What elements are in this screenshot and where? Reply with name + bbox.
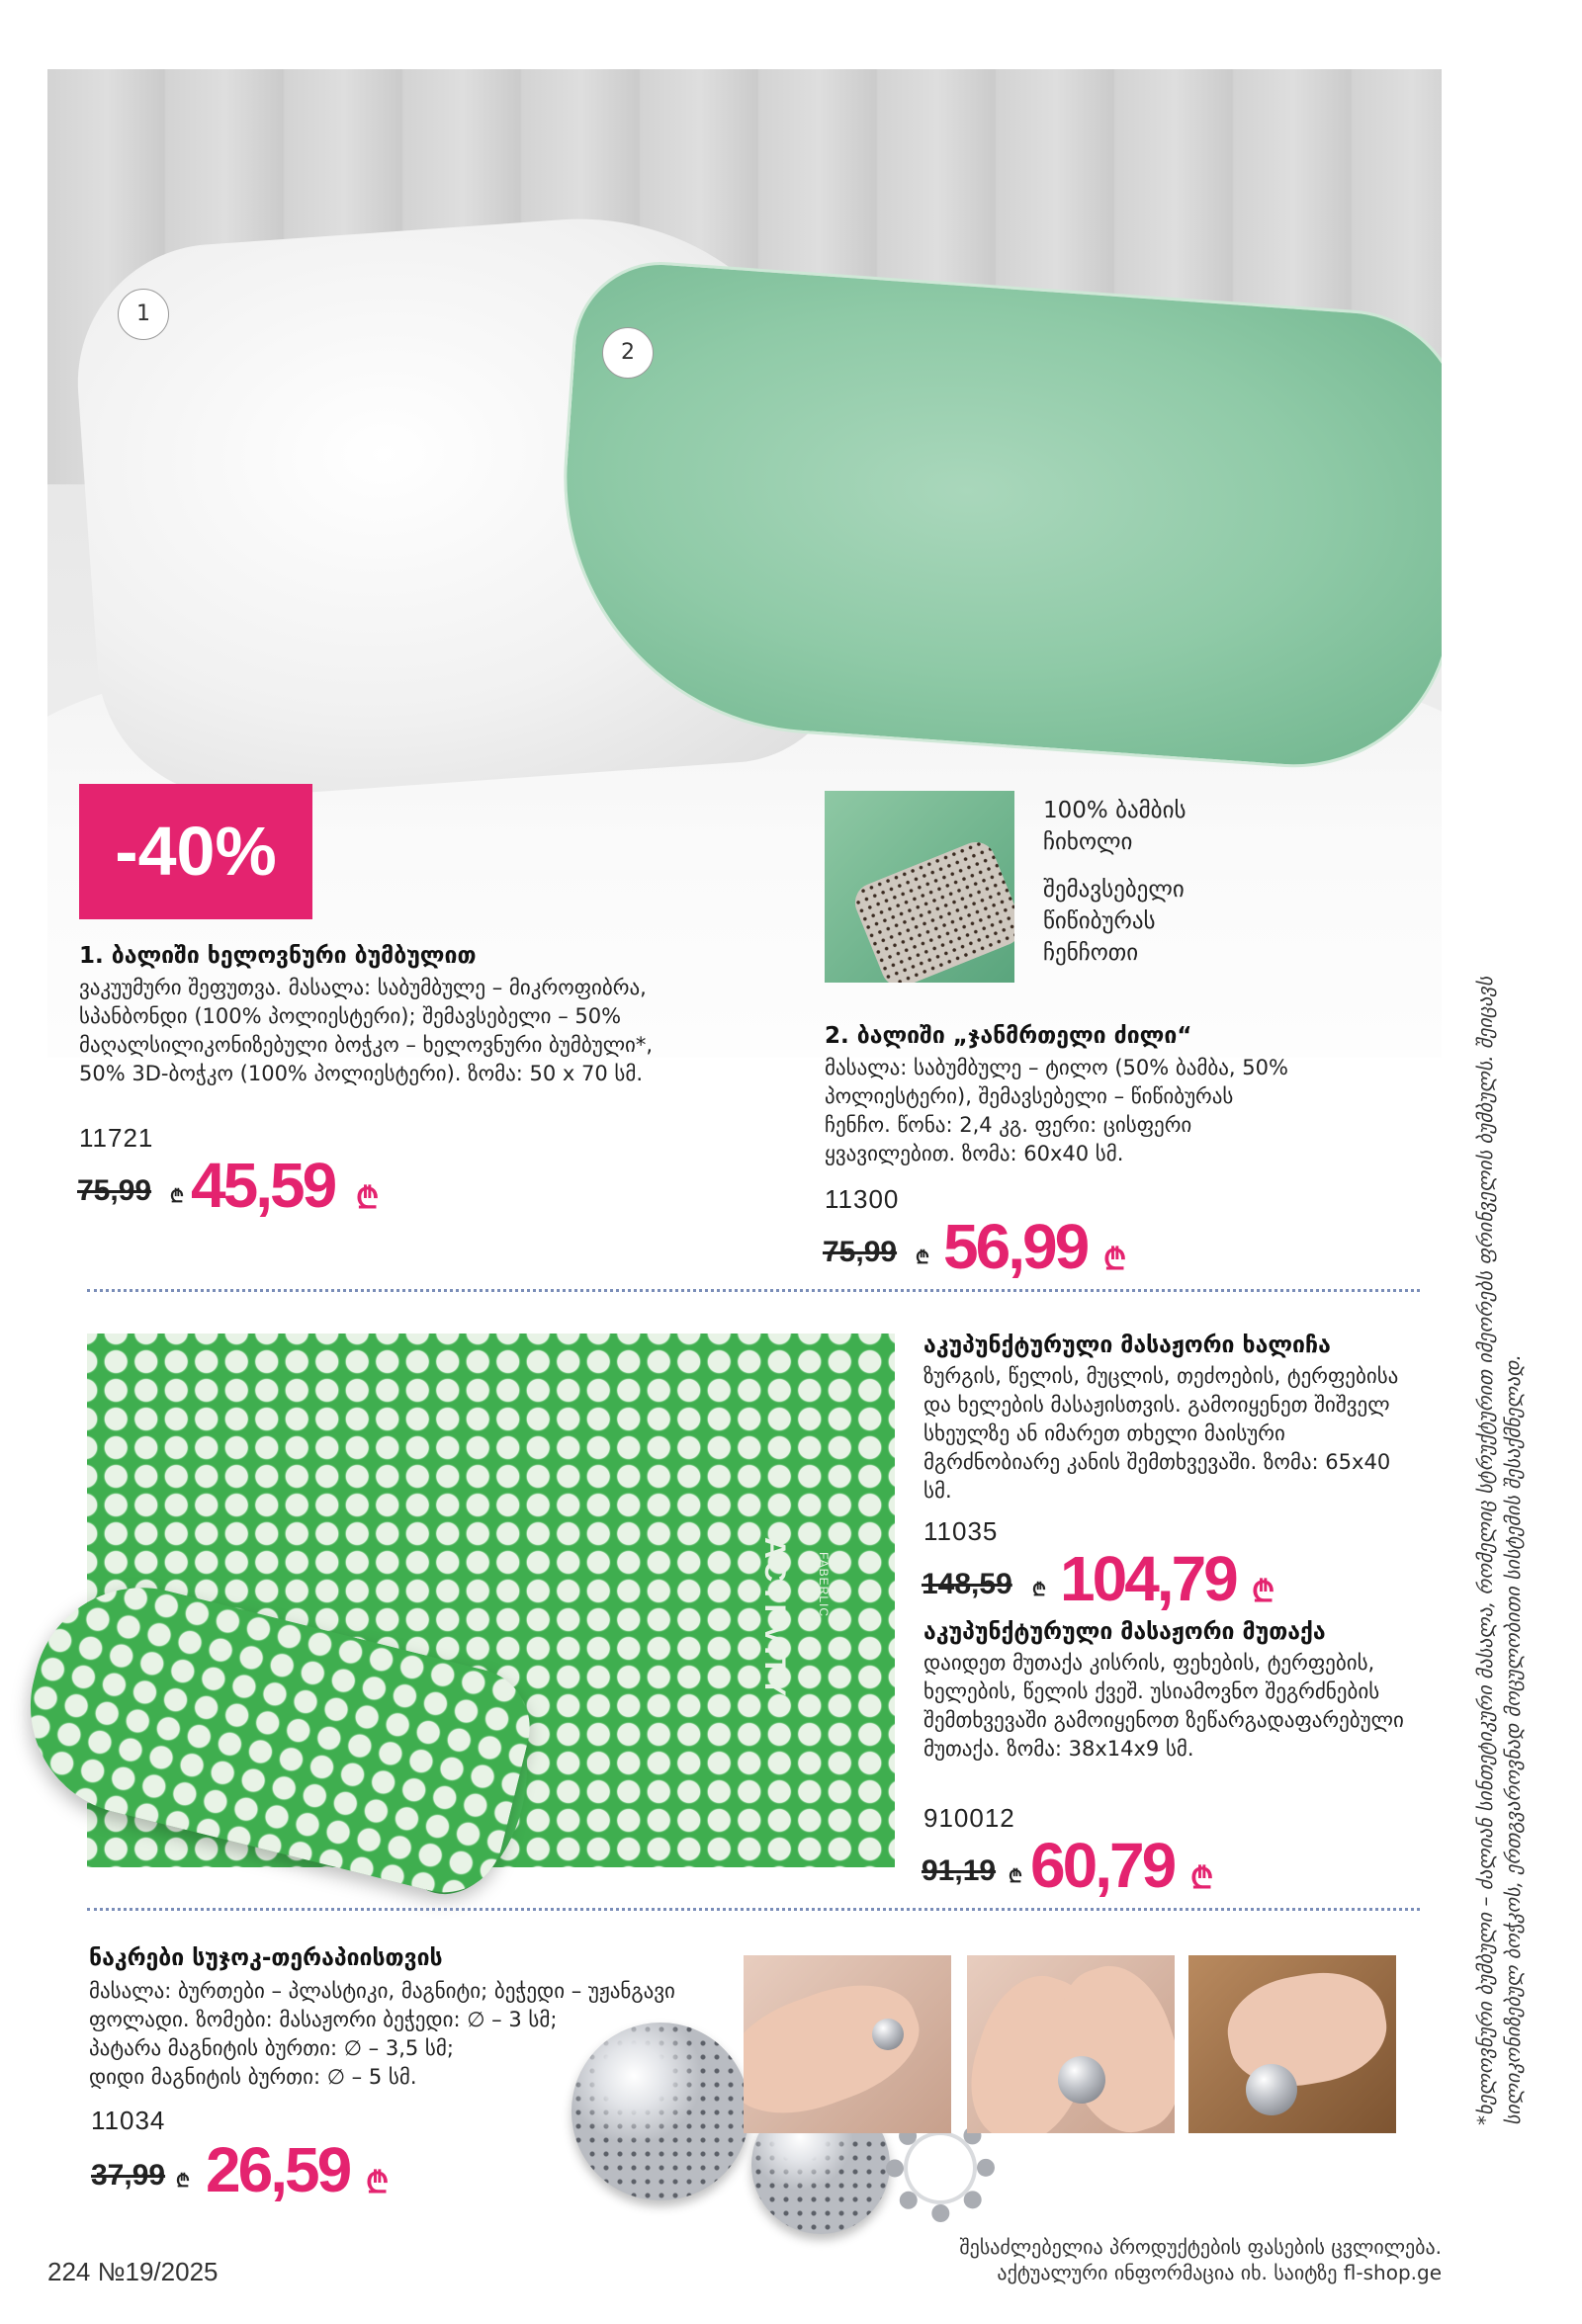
inset-note-cotton: 100% ბამბის ჩიხოლი: [1043, 798, 1186, 855]
product5-old-price: 37,99: [91, 2159, 166, 2192]
lari-icon: ₾: [1103, 1243, 1127, 1277]
lari-icon: ₾: [176, 2171, 190, 2192]
product3-old-price: 148,59: [922, 1568, 1012, 1600]
product2-title: 2. ბალიში „ჯანმრთელი ძილი“: [825, 1023, 1192, 1049]
lari-icon: ₾: [1190, 1861, 1214, 1896]
product5-desc-materials: მასალა: ბურთები – პლასტიკი, მაგნიტი; ბეჭედი – უჟანგავი ფოლადი. ზომები: მასაჟორი ბეჭედი: ∅ – 3 სმ;: [89, 1979, 675, 2031]
product5-desc-small-ball: პატარა მაგნიტის ბურთი: ∅ – 3,5 სმ;: [89, 2036, 454, 2060]
product5-code: 11034: [91, 2106, 166, 2135]
product3-code: 11035: [923, 1516, 999, 1546]
lari-icon: ₾: [356, 1181, 380, 1216]
inset-note-filling: შემავსებელი წიწიბურას ჩენჩოთი: [1043, 877, 1185, 966]
mat-brand-small-label: FABERLIC: [817, 1552, 831, 1618]
website-notice: აქტუალური ინფორმაცია იხ. საიტზე fl-shop.ge: [997, 2261, 1442, 2284]
lari-icon: ₾: [1252, 1575, 1275, 1609]
product4-title: აკუპუნქტურული მასაჟორი მუთაქა: [923, 1619, 1326, 1645]
product1-desc: ვაკუუმური შეფუთვა. მასალა: საბუმბულე – მიკროფიბრა, სპანბონდი (100% პოლიესტერი); შემავსებელი – 50% მაღალსილიკონიზებული ბოჭკო – ხელოვნური ბუმბული*, 50% 3D-ბოჭკო (100% პოლიესტერი). ზომა: 50 x 70 სმ.: [79, 976, 654, 1085]
product4-current-price: 60,79: [1030, 1830, 1175, 1901]
foot: [1220, 1962, 1395, 2097]
page-number: 224: [47, 2257, 91, 2286]
lari-icon: ₾: [170, 1186, 184, 1207]
usage-photo-ring-finger: [744, 1955, 951, 2133]
usage-photo-palms: [967, 1955, 1175, 2133]
usage-photo-foot: [1188, 1955, 1396, 2133]
hand: [744, 1964, 934, 2133]
product2-code: 11300: [825, 1184, 900, 1214]
page-footer-left: [47, 2257, 219, 2287]
product4-desc: დაიდეთ მუთაქა კისრის, ფეხების, ტერფების, ხელების, წელის ქვეშ. უსიამოვნო შეგრძნების შემთხვევაში გამოიყენოთ ზეწარგადაფარებული მუთაქა. ზომა: 38x14x9 სმ.: [923, 1651, 1404, 1761]
product5-price: [91, 2131, 427, 2210]
lari-icon: ₾: [366, 2166, 390, 2200]
side-footnote: *ხელოვნური ბუმბული – ძალიან სინთეტიკური მასალა, რომელიც სტრუქტურით იმეორებს ფრინველის ბუმბულს. შეიცავს სილიკონიზებულ ბოჭკოს, ერთგვაროვნად მოცულობითი სისტემის შესაქმნელად.: [1473, 976, 1525, 2125]
buckwheat-husk: [849, 836, 1014, 983]
issue-number: №19/2025: [97, 2257, 219, 2286]
product2-current-price: 56,99: [943, 1211, 1088, 1282]
product5-title: ნაკრები სუჯოკ-თერაპიისთვის: [89, 1945, 443, 1971]
product1-price: [77, 1147, 433, 1226]
page-footer-notice: [959, 2234, 1442, 2285]
product1-code: 11721: [79, 1123, 154, 1153]
marker-1: 1: [118, 289, 169, 340]
ring-detail: [872, 2019, 904, 2050]
product1-old-price: 75,99: [77, 1174, 152, 1207]
section-divider: [87, 1289, 1420, 1292]
lari-icon: ₾: [916, 1248, 929, 1268]
lari-icon: ₾: [1032, 1580, 1046, 1600]
large-magnetic-ball: [571, 2023, 749, 2200]
product5-desc-large-ball: დიდი მაგნიტის ბურთი: ∅ – 5 სმ.: [89, 2065, 417, 2089]
buckwheat-inset-photo: [825, 791, 1014, 983]
product2-price: [823, 1208, 1179, 1287]
product1-current-price: 45,59: [191, 1150, 335, 1221]
product3-desc: ზურგის, წელის, მუცლის, თეძოების, ტერფებისა და ხელების მასაჟისთვის. გამოიყენეთ შიშველ სხეულზე ან იმარეთ თხელი მაისური მგრძნობიარე კანის შემთხვევაში. ზომა: 65x40 სმ.: [923, 1364, 1399, 1503]
ball-detail: [1058, 2056, 1105, 2104]
ball-detail: [1246, 2064, 1297, 2115]
lari-icon: ₾: [1009, 1866, 1022, 1887]
product2-old-price: 75,99: [823, 1236, 898, 1268]
product3-price: [922, 1540, 1297, 1619]
discount-badge: -40%: [79, 784, 312, 919]
marker-2: 2: [602, 327, 654, 379]
product5-current-price: 26,59: [206, 2134, 350, 2205]
section-divider: [87, 1908, 1420, 1911]
price-change-notice: შესაძლებელია პროდუქტების ფასების ცვლილება.: [959, 2235, 1442, 2259]
mat-brand-label: ACTI VITY: [758, 1537, 791, 1699]
product1-title: 1. ბალიში ხელოვნური ბუმბულით: [79, 943, 477, 969]
product2-desc: მასალა: საბუმბულე – ტილო (50% ბამბა, 50% პოლიესტერი), შემავსებელი – წიწიბურას ჩენჩო. წონა: 2,4 კგ. ფერი: ცისფერი ყვავილებით. ზომა: 60x40 სმ.: [825, 1056, 1288, 1165]
product3-current-price: 104,79: [1060, 1543, 1236, 1614]
product3-title: აკუპუნქტურული მასაჟორი ხალიჩა: [923, 1333, 1331, 1358]
product4-price: [922, 1827, 1277, 1906]
product4-old-price: 91,19: [922, 1854, 997, 1887]
product4-code: 910012: [923, 1803, 1015, 1833]
